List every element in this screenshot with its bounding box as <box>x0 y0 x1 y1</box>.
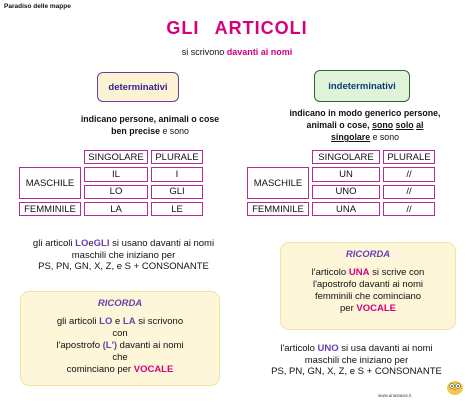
det-cell-la: LA <box>84 202 148 216</box>
ind-ricorda-line2: l'apostrofo davanti ai nomi <box>312 279 424 290</box>
owl-logo-icon <box>441 378 469 396</box>
det-note-text2: si usano davanti ai nomi <box>112 238 215 249</box>
ind-note <box>244 343 469 378</box>
det-note-and: e <box>88 238 94 249</box>
det-cell-il: IL <box>84 167 148 182</box>
subtitle-highlight: davanti ai nomi <box>226 47 293 57</box>
ind-ricorda-box <box>280 242 456 330</box>
determinativi-description <box>70 113 230 137</box>
footer-url: www.anastasis.it <box>378 393 412 398</box>
ind-cell-uno: UNO <box>312 185 380 200</box>
ind-desc-line1: indicano in modo generico persone, <box>289 108 441 118</box>
det-note-gli: GLI <box>93 238 110 249</box>
page-title: GLI ARTICOLI <box>166 18 308 38</box>
ind-desc-rest: e sono <box>372 132 399 142</box>
det-ricorda-and: e <box>114 316 121 327</box>
det-ricorda-heading: RICORDA <box>97 298 143 309</box>
ind-desc-line2a: animali o cose, <box>306 120 370 130</box>
det-cell-gli: GLI <box>151 185 203 200</box>
det-ricorda-text: gli articoli <box>56 316 97 327</box>
ind-ricorda-una: UNA <box>348 267 370 278</box>
det-note-line3: PS, PN, GN, X, Z, e S + CONSONANTE <box>38 261 209 272</box>
ind-desc-ul4: singolare <box>331 132 371 142</box>
site-title: Paradiso delle mappe <box>4 3 71 10</box>
det-note <box>16 238 231 273</box>
ind-ricorda-text2: si scrive con <box>372 267 425 278</box>
det-row-femminile: FEMMINILE <box>19 202 81 216</box>
ind-note-uno: UNO <box>317 343 339 354</box>
subtitle <box>0 47 474 57</box>
ind-note-text2: si usa davanti ai nomi <box>341 343 433 354</box>
determinativi-label: determinativi <box>97 72 179 102</box>
det-ricorda-line4a: che <box>112 352 128 363</box>
det-ricorda-box <box>20 291 220 386</box>
det-ricorda-la: LA <box>122 316 136 327</box>
ind-header-plurale: PLURALE <box>383 150 435 164</box>
ind-cell-una-plural: // <box>383 202 435 216</box>
ind-note-line2: maschili che iniziano per <box>304 354 409 366</box>
det-ricorda-line3a: l'apostrofo <box>56 340 100 351</box>
ind-cell-una: UNA <box>312 202 380 216</box>
det-ricorda-vocale: VOCALE <box>133 364 174 375</box>
det-desc-rest: e sono <box>162 126 189 136</box>
ind-row-femminile: FEMMINILE <box>247 202 309 216</box>
det-ricorda-text2: si scrivono <box>138 316 184 327</box>
det-note-lo: LO <box>75 238 89 249</box>
det-header-singolare: SINGOLARE <box>84 150 148 164</box>
ind-cell-un: UN <box>312 167 380 182</box>
det-ricorda-line3b: davanti ai nomi <box>119 340 184 351</box>
ind-ricorda-line3: femminili che cominciano <box>314 291 422 302</box>
ind-note-line3: PS, PN, GN, X, Z, e S + CONSONANTE <box>271 366 442 377</box>
det-ricorda-line2: con <box>112 328 128 339</box>
det-note-text: gli articoli <box>32 238 73 249</box>
det-ricorda-lo: LO <box>99 316 113 327</box>
det-cell-lo: LO <box>84 185 148 200</box>
det-desc-bold: ben precise <box>111 126 161 136</box>
det-cell-i: I <box>151 167 203 182</box>
ind-desc-ul3: al <box>416 120 424 130</box>
det-cell-le: LE <box>151 202 203 216</box>
indeterminativi-description <box>270 107 460 143</box>
det-ricorda-apostrofo: (L') <box>102 340 118 351</box>
det-desc-line1: indicano persone, animali o cose <box>80 114 220 124</box>
ind-desc-line2 <box>270 119 460 131</box>
indeterminativi-table <box>244 147 438 219</box>
ind-cell-un-plural: // <box>383 167 435 182</box>
det-desc-line2 <box>70 125 230 137</box>
ind-row-maschile: MASCHILE <box>247 167 309 199</box>
ind-desc-ul1: sono <box>372 120 394 130</box>
ind-ricorda-text: l'articolo <box>311 267 347 278</box>
ind-ricorda-vocale: VOCALE <box>356 303 396 314</box>
ind-header-singolare: SINGOLARE <box>312 150 380 164</box>
ind-cell-uno-plural: // <box>383 185 435 200</box>
determinativi-table <box>16 147 206 219</box>
det-row-maschile: MASCHILE <box>19 167 81 199</box>
ind-desc-ul2: solo <box>395 120 414 130</box>
subtitle-prefix: si scrivono <box>181 47 225 57</box>
ind-note-text: l'articolo <box>280 343 315 354</box>
det-header-plurale: PLURALE <box>151 150 203 164</box>
det-ricorda-line4b: cominciano per <box>66 364 132 375</box>
ind-desc-line3 <box>270 131 460 143</box>
ind-ricorda-heading: RICORDA <box>345 249 391 260</box>
det-note-line2: maschili che iniziano per <box>71 249 176 261</box>
indeterminativi-label: indeterminativi <box>314 70 410 102</box>
ind-ricorda-line4: per <box>340 303 354 314</box>
